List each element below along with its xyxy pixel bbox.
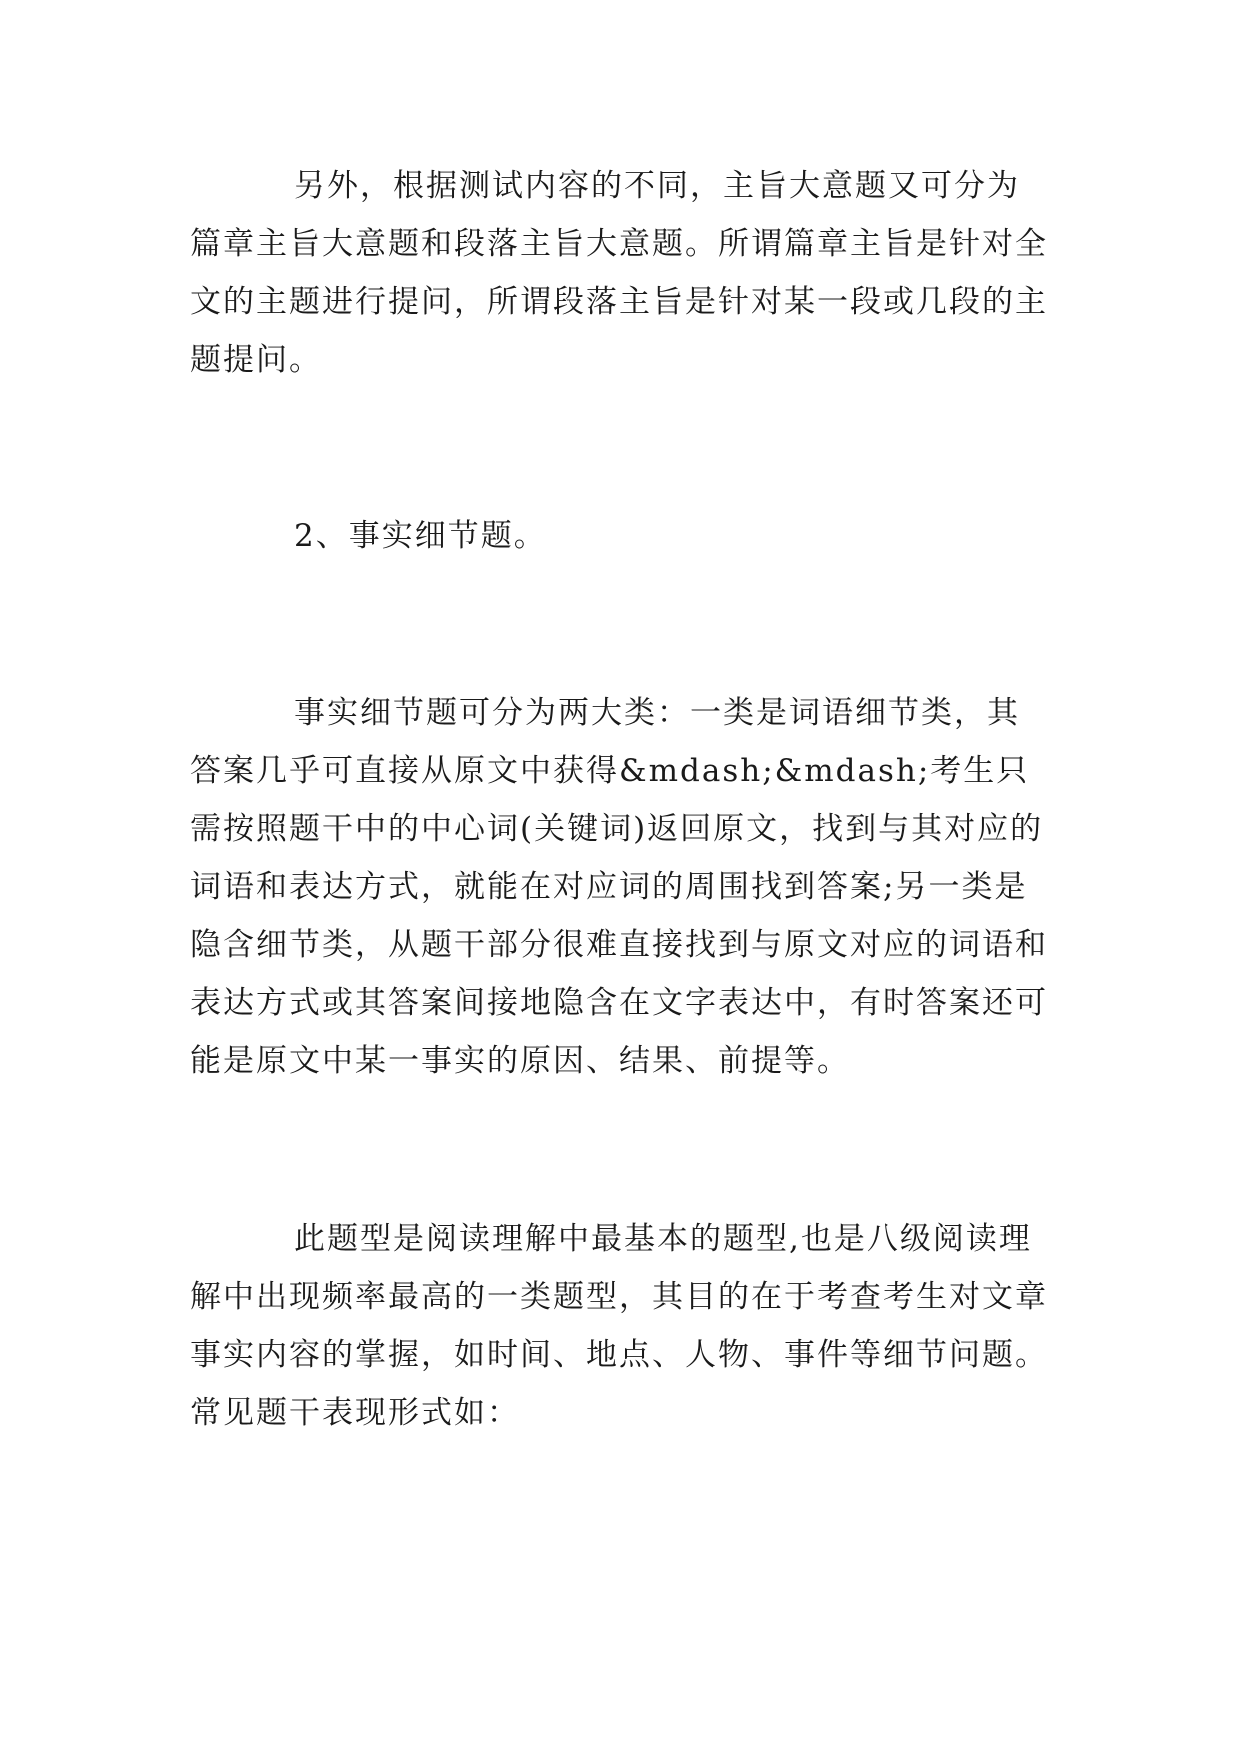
paragraph-main-idea-types: 另外，根据测试内容的不同，主旨大意题又可分为篇章主旨大意题和段落主旨大意题。所谓篇章主旨是针对全文的主题进行提问，所谓段落主旨是针对某一段或几段的主题提问。 — [190, 168, 1048, 378]
paragraph-question-type-purpose: 此题型是阅读理解中最基本的题型,也是八级阅读理解中出现频率最高的一类题型，其目的在于考查考生对文章事实内容的掌握，如时间、地点、人物、事件等细节问题。常见题干表现形式如： — [190, 1221, 1048, 1431]
section-heading-fact-detail: 2、事实细节题。 — [294, 518, 547, 554]
paragraph-fact-detail-categories: 事实细节题可分为两大类：一类是词语细节类，其答案几乎可直接从原文中获得&mdash;&mdash;考生只需按照题干中的中心词(关键词)返回原文，找到与其对应的词语和表达方式，就能在对应词的周围找到答案;另一类是隐含细节类，从题干部分很难直接找到与原文对应的词语和表达方式或其答案间接地隐含在文字表达中，有时答案还可能是原文中某一事实的原因、结果、前提等。 — [190, 695, 1048, 1079]
